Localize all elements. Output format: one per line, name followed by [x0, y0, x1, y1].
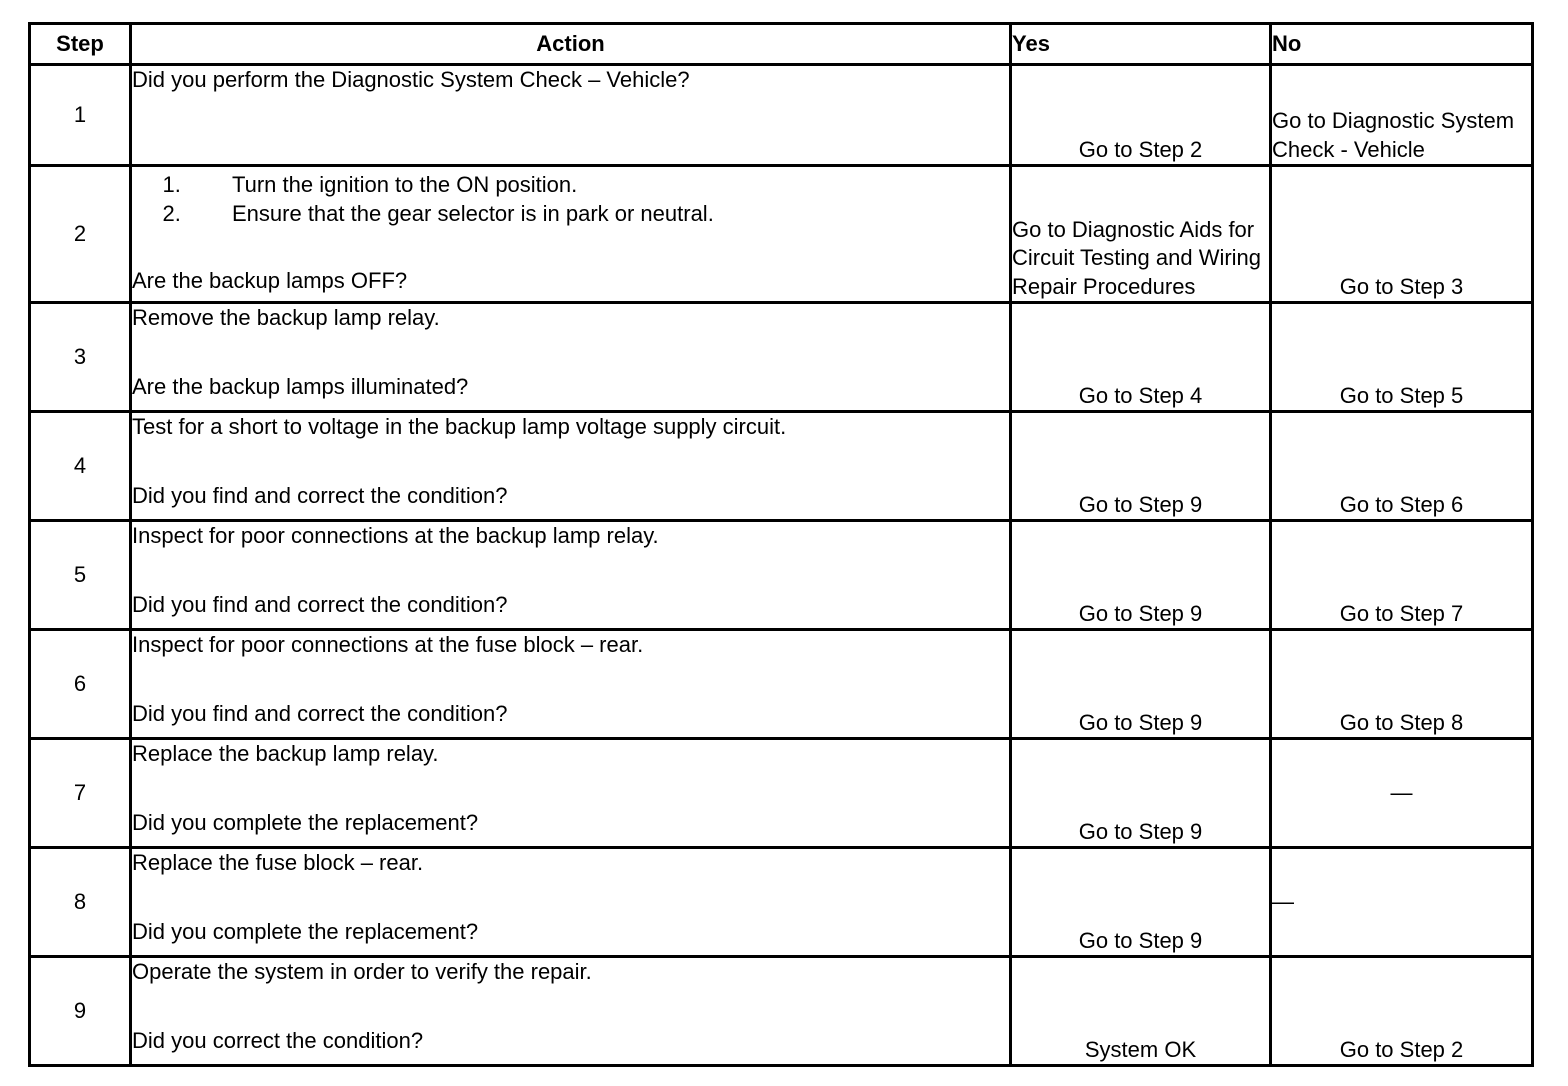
action-cell: [131, 848, 1011, 957]
diagnostic-table: [28, 22, 1534, 1067]
action-text: Did you perform the Diagnostic System Check – Vehicle?: [132, 67, 690, 92]
yes-cell: Go to Step 9: [1011, 521, 1271, 630]
step-number: 8: [30, 848, 131, 957]
no-cell: Go to Step 5: [1271, 303, 1533, 412]
header-step: Step: [30, 24, 131, 65]
no-cell: Go to Step 6: [1271, 412, 1533, 521]
step-number: 9: [30, 957, 131, 1066]
action-cell: [131, 303, 1011, 412]
action-cell: [131, 957, 1011, 1066]
step-number: 4: [30, 412, 131, 521]
yes-cell: System OK: [1011, 957, 1271, 1066]
table-row: [30, 303, 1533, 412]
action-cell: [131, 65, 1011, 166]
table-row: [30, 957, 1533, 1066]
no-cell: Go to Step 3: [1271, 166, 1533, 303]
no-cell: Go to Diagnostic System Check - Vehicle: [1271, 65, 1533, 166]
action-question: Did you complete the replacement?: [132, 809, 479, 835]
no-cell: —: [1271, 848, 1533, 957]
action-question: Are the backup lamps OFF?: [132, 267, 408, 293]
action-question: Did you find and correct the condition?: [132, 591, 508, 617]
action-text: Replace the backup lamp relay.: [132, 741, 439, 766]
yes-cell: Go to Diagnostic Aids for Circuit Testing and Wiring Repair Procedures: [1011, 166, 1271, 303]
action-question: Did you find and correct the condition?: [132, 700, 508, 726]
step-number: 2: [30, 166, 131, 303]
header-no: No: [1271, 24, 1533, 65]
action-question: Are the backup lamps illuminated?: [132, 373, 469, 399]
action-text: Test for a short to voltage in the backup lamp voltage supply circuit.: [132, 414, 787, 439]
no-cell: Go to Step 2: [1271, 957, 1533, 1066]
header-action: Action: [131, 24, 1011, 65]
step-number: 3: [30, 303, 131, 412]
action-text: Remove the backup lamp relay.: [132, 305, 440, 330]
table-row: [30, 848, 1533, 957]
step-number: 6: [30, 630, 131, 739]
action-list-item: 1. Turn the ignition to the ON position.: [187, 171, 1009, 200]
action-cell: [131, 630, 1011, 739]
yes-cell: Go to Step 9: [1011, 412, 1271, 521]
step-number: 7: [30, 739, 131, 848]
yes-cell: Go to Step 9: [1011, 739, 1271, 848]
action-text: Operate the system in order to verify the repair.: [132, 959, 592, 984]
action-text: Replace the fuse block – rear.: [132, 850, 424, 875]
action-question: Did you find and correct the condition?: [132, 482, 508, 508]
no-cell: —: [1271, 739, 1533, 848]
action-question: Did you correct the condition?: [132, 1027, 424, 1053]
action-cell: [131, 412, 1011, 521]
yes-cell: Go to Step 2: [1011, 65, 1271, 166]
header-row: [30, 24, 1533, 65]
action-list: [132, 171, 1009, 228]
table-row: [30, 166, 1533, 303]
action-text: Inspect for poor connections at the fuse block – rear.: [132, 632, 644, 657]
action-text: Inspect for poor connections at the backup lamp relay.: [132, 523, 659, 548]
action-cell: [131, 166, 1011, 303]
table-row: [30, 521, 1533, 630]
table-row: [30, 630, 1533, 739]
header-yes: Yes: [1011, 24, 1271, 65]
table-row: [30, 412, 1533, 521]
step-number: 1: [30, 65, 131, 166]
yes-cell: Go to Step 4: [1011, 303, 1271, 412]
no-cell: Go to Step 8: [1271, 630, 1533, 739]
no-cell: Go to Step 7: [1271, 521, 1533, 630]
action-list-item: 2. Ensure that the gear selector is in park or neutral.: [187, 200, 1009, 229]
step-number: 5: [30, 521, 131, 630]
action-cell: [131, 521, 1011, 630]
action-question: Did you complete the replacement?: [132, 918, 479, 944]
yes-cell: Go to Step 9: [1011, 630, 1271, 739]
action-cell: [131, 739, 1011, 848]
yes-cell: Go to Step 9: [1011, 848, 1271, 957]
table-row: [30, 65, 1533, 166]
table-row: [30, 739, 1533, 848]
